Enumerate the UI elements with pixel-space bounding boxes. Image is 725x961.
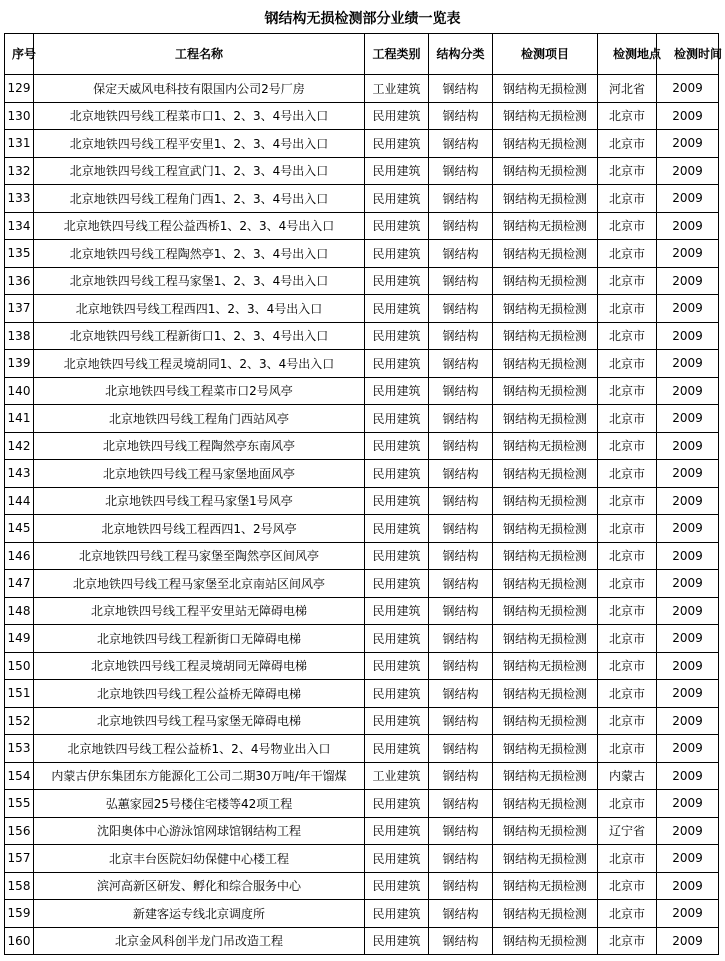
cell-item: 钢结构无损检测	[493, 570, 598, 598]
cell-structure: 钢结构	[429, 102, 493, 130]
cell-item: 钢结构无损检测	[493, 212, 598, 240]
cell-year: 2009	[657, 377, 719, 405]
cell-place: 北京市	[598, 487, 657, 515]
cell-category: 民用建筑	[365, 102, 429, 130]
table-row	[5, 240, 719, 268]
cell-category: 民用建筑	[365, 927, 429, 955]
cell-item: 钢结构无损检测	[493, 185, 598, 213]
cell-category: 民用建筑	[365, 350, 429, 378]
cell-place: 北京市	[598, 102, 657, 130]
cell-structure: 钢结构	[429, 75, 493, 103]
header-name: 工程名称	[34, 34, 365, 75]
cell-name: 北京地铁四号线工程公益桥无障碍电梯	[34, 680, 365, 708]
cell-seq: 132	[5, 157, 34, 185]
cell-name: 北京地铁四号线工程角门西站风亭	[34, 405, 365, 433]
cell-year: 2009	[657, 680, 719, 708]
cell-name: 北京地铁四号线工程马家堡地面风亭	[34, 460, 365, 488]
cell-category: 民用建筑	[365, 185, 429, 213]
cell-seq: 140	[5, 377, 34, 405]
cell-seq: 160	[5, 927, 34, 955]
table-row	[5, 570, 719, 598]
cell-name: 北京地铁四号线工程菜市口2号风亭	[34, 377, 365, 405]
cell-category: 民用建筑	[365, 680, 429, 708]
cell-year: 2009	[657, 845, 719, 873]
cell-seq: 136	[5, 267, 34, 295]
cell-category: 民用建筑	[365, 432, 429, 460]
cell-name: 北京地铁四号线工程马家堡1号风亭	[34, 487, 365, 515]
cell-seq: 147	[5, 570, 34, 598]
cell-structure: 钢结构	[429, 185, 493, 213]
cell-year: 2009	[657, 625, 719, 653]
cell-category: 民用建筑	[365, 542, 429, 570]
cell-year: 2009	[657, 102, 719, 130]
cell-seq: 151	[5, 680, 34, 708]
cell-place: 北京市	[598, 927, 657, 955]
cell-year: 2009	[657, 157, 719, 185]
cell-category: 民用建筑	[365, 515, 429, 543]
cell-year: 2009	[657, 652, 719, 680]
cell-place: 北京市	[598, 515, 657, 543]
cell-item: 钢结构无损检测	[493, 680, 598, 708]
cell-seq: 141	[5, 405, 34, 433]
cell-item: 钢结构无损检测	[493, 707, 598, 735]
table-row	[5, 652, 719, 680]
cell-name: 内蒙古伊东集团东方能源化工公司二期30万吨/年干馏煤	[34, 762, 365, 790]
cell-year: 2009	[657, 515, 719, 543]
cell-name: 北京地铁四号线工程马家堡1、2、3、4号出入口	[34, 267, 365, 295]
cell-place: 北京市	[598, 267, 657, 295]
cell-seq: 137	[5, 295, 34, 323]
cell-structure: 钢结构	[429, 680, 493, 708]
cell-name: 北京地铁四号线工程公益桥1、2、4号物业出入口	[34, 735, 365, 763]
cell-structure: 钢结构	[429, 790, 493, 818]
cell-seq: 143	[5, 460, 34, 488]
cell-structure: 钢结构	[429, 432, 493, 460]
cell-structure: 钢结构	[429, 487, 493, 515]
cell-seq: 150	[5, 652, 34, 680]
cell-seq: 158	[5, 872, 34, 900]
cell-category: 民用建筑	[365, 405, 429, 433]
cell-structure: 钢结构	[429, 212, 493, 240]
header-structure: 结构分类	[429, 34, 493, 75]
cell-year: 2009	[657, 927, 719, 955]
cell-structure: 钢结构	[429, 707, 493, 735]
table-row	[5, 212, 719, 240]
cell-structure: 钢结构	[429, 377, 493, 405]
cell-year: 2009	[657, 762, 719, 790]
table-row	[5, 680, 719, 708]
table-row	[5, 75, 719, 103]
cell-category: 民用建筑	[365, 212, 429, 240]
cell-place: 北京市	[598, 185, 657, 213]
cell-name: 保定天威风电科技有限国内公司2号厂房	[34, 75, 365, 103]
cell-item: 钢结构无损检测	[493, 75, 598, 103]
table-row	[5, 735, 719, 763]
cell-name: 北京地铁四号线工程马家堡至陶然亭区间风亭	[34, 542, 365, 570]
cell-seq: 130	[5, 102, 34, 130]
table-row	[5, 487, 719, 515]
table-row	[5, 900, 719, 928]
performance-table	[4, 33, 723, 955]
header-item: 检测项目	[493, 34, 598, 75]
cell-year: 2009	[657, 240, 719, 268]
cell-item: 钢结构无损检测	[493, 322, 598, 350]
cell-structure: 钢结构	[429, 625, 493, 653]
header-place: 检测地点	[598, 34, 657, 75]
cell-structure: 钢结构	[429, 350, 493, 378]
cell-name: 北京地铁四号线工程新街口1、2、3、4号出入口	[34, 322, 365, 350]
cell-year: 2009	[657, 322, 719, 350]
cell-year: 2009	[657, 900, 719, 928]
table-row	[5, 845, 719, 873]
table-row	[5, 872, 719, 900]
cell-name: 新建客运专线北京调度所	[34, 900, 365, 928]
cell-structure: 钢结构	[429, 597, 493, 625]
cell-category: 民用建筑	[365, 790, 429, 818]
cell-seq: 139	[5, 350, 34, 378]
table-row	[5, 322, 719, 350]
cell-category: 民用建筑	[365, 267, 429, 295]
cell-place: 辽宁省	[598, 817, 657, 845]
cell-place: 北京市	[598, 872, 657, 900]
cell-category: 民用建筑	[365, 845, 429, 873]
cell-structure: 钢结构	[429, 130, 493, 158]
cell-item: 钢结构无损检测	[493, 405, 598, 433]
cell-seq: 138	[5, 322, 34, 350]
cell-place: 北京市	[598, 735, 657, 763]
cell-item: 钢结构无损检测	[493, 762, 598, 790]
cell-structure: 钢结构	[429, 845, 493, 873]
cell-name: 弘蕙家园25号楼住宅楼等42项工程	[34, 790, 365, 818]
cell-year: 2009	[657, 460, 719, 488]
cell-structure: 钢结构	[429, 322, 493, 350]
cell-category: 民用建筑	[365, 625, 429, 653]
cell-name: 沈阳奥体中心游泳馆网球馆钢结构工程	[34, 817, 365, 845]
cell-name: 北京丰台医院妇幼保健中心楼工程	[34, 845, 365, 873]
cell-year: 2009	[657, 817, 719, 845]
cell-place: 北京市	[598, 707, 657, 735]
cell-seq: 154	[5, 762, 34, 790]
cell-year: 2009	[657, 432, 719, 460]
cell-name: 北京地铁四号线工程西四1、2号风亭	[34, 515, 365, 543]
cell-place: 北京市	[598, 405, 657, 433]
cell-item: 钢结构无损检测	[493, 267, 598, 295]
cell-seq: 153	[5, 735, 34, 763]
cell-place: 北京市	[598, 322, 657, 350]
cell-item: 钢结构无损检测	[493, 625, 598, 653]
cell-name: 北京地铁四号线工程公益西桥1、2、3、4号出入口	[34, 212, 365, 240]
cell-structure: 钢结构	[429, 460, 493, 488]
cell-seq: 152	[5, 707, 34, 735]
cell-place: 北京市	[598, 460, 657, 488]
cell-seq: 144	[5, 487, 34, 515]
cell-place: 北京市	[598, 652, 657, 680]
cell-seq: 134	[5, 212, 34, 240]
cell-place: 北京市	[598, 597, 657, 625]
cell-name: 北京地铁四号线工程平安里站无障碍电梯	[34, 597, 365, 625]
cell-item: 钢结构无损检测	[493, 900, 598, 928]
cell-place: 北京市	[598, 542, 657, 570]
table-row	[5, 130, 719, 158]
cell-item: 钢结构无损检测	[493, 460, 598, 488]
cell-structure: 钢结构	[429, 542, 493, 570]
cell-seq: 135	[5, 240, 34, 268]
cell-item: 钢结构无损检测	[493, 295, 598, 323]
cell-place: 北京市	[598, 212, 657, 240]
table-row	[5, 157, 719, 185]
table-row	[5, 625, 719, 653]
cell-seq: 146	[5, 542, 34, 570]
cell-year: 2009	[657, 130, 719, 158]
cell-name: 北京地铁四号线工程平安里1、2、3、4号出入口	[34, 130, 365, 158]
table-body	[5, 75, 719, 955]
header-time: 检测时间	[657, 34, 719, 75]
cell-place: 北京市	[598, 570, 657, 598]
cell-name: 北京地铁四号线工程新街口无障碍电梯	[34, 625, 365, 653]
cell-item: 钢结构无损检测	[493, 790, 598, 818]
table-row	[5, 817, 719, 845]
cell-item: 钢结构无损检测	[493, 487, 598, 515]
cell-item: 钢结构无损检测	[493, 735, 598, 763]
cell-place: 北京市	[598, 157, 657, 185]
cell-seq: 145	[5, 515, 34, 543]
cell-name: 北京金风科创半龙门吊改造工程	[34, 927, 365, 955]
cell-category: 民用建筑	[365, 157, 429, 185]
cell-name: 北京地铁四号线工程陶然亭东南风亭	[34, 432, 365, 460]
cell-year: 2009	[657, 872, 719, 900]
cell-category: 民用建筑	[365, 460, 429, 488]
cell-structure: 钢结构	[429, 240, 493, 268]
cell-item: 钢结构无损检测	[493, 240, 598, 268]
cell-seq: 131	[5, 130, 34, 158]
cell-item: 钢结构无损检测	[493, 377, 598, 405]
cell-category: 民用建筑	[365, 735, 429, 763]
cell-year: 2009	[657, 185, 719, 213]
table-row	[5, 185, 719, 213]
cell-seq: 149	[5, 625, 34, 653]
cell-structure: 钢结构	[429, 570, 493, 598]
cell-place: 北京市	[598, 680, 657, 708]
cell-category: 民用建筑	[365, 652, 429, 680]
table-row	[5, 405, 719, 433]
cell-year: 2009	[657, 707, 719, 735]
cell-item: 钢结构无损检测	[493, 845, 598, 873]
cell-place: 北京市	[598, 377, 657, 405]
cell-place: 河北省	[598, 75, 657, 103]
cell-year: 2009	[657, 75, 719, 103]
cell-place: 北京市	[598, 625, 657, 653]
cell-category: 民用建筑	[365, 322, 429, 350]
cell-item: 钢结构无损检测	[493, 432, 598, 460]
cell-name: 北京地铁四号线工程西四1、2、3、4号出入口	[34, 295, 365, 323]
cell-year: 2009	[657, 487, 719, 515]
cell-structure: 钢结构	[429, 927, 493, 955]
cell-name: 北京地铁四号线工程马家堡无障碍电梯	[34, 707, 365, 735]
cell-year: 2009	[657, 267, 719, 295]
cell-place: 北京市	[598, 900, 657, 928]
cell-item: 钢结构无损检测	[493, 515, 598, 543]
cell-structure: 钢结构	[429, 405, 493, 433]
cell-category: 民用建筑	[365, 707, 429, 735]
cell-year: 2009	[657, 405, 719, 433]
cell-structure: 钢结构	[429, 762, 493, 790]
cell-seq: 157	[5, 845, 34, 873]
table-row	[5, 377, 719, 405]
cell-category: 民用建筑	[365, 240, 429, 268]
cell-year: 2009	[657, 735, 719, 763]
cell-seq: 156	[5, 817, 34, 845]
table-row	[5, 707, 719, 735]
cell-seq: 159	[5, 900, 34, 928]
cell-place: 北京市	[598, 295, 657, 323]
cell-item: 钢结构无损检测	[493, 350, 598, 378]
cell-category: 民用建筑	[365, 817, 429, 845]
header-row	[5, 34, 719, 75]
cell-name: 北京地铁四号线工程灵境胡同1、2、3、4号出入口	[34, 350, 365, 378]
cell-category: 民用建筑	[365, 130, 429, 158]
cell-name: 北京地铁四号线工程灵境胡同无障碍电梯	[34, 652, 365, 680]
cell-category: 民用建筑	[365, 900, 429, 928]
cell-item: 钢结构无损检测	[493, 872, 598, 900]
cell-category: 民用建筑	[365, 487, 429, 515]
cell-structure: 钢结构	[429, 817, 493, 845]
header-seq: 序号	[5, 34, 34, 75]
cell-seq: 155	[5, 790, 34, 818]
cell-seq: 133	[5, 185, 34, 213]
cell-year: 2009	[657, 597, 719, 625]
table-row	[5, 460, 719, 488]
cell-structure: 钢结构	[429, 652, 493, 680]
table-row	[5, 790, 719, 818]
table-row	[5, 597, 719, 625]
cell-place: 北京市	[598, 790, 657, 818]
cell-category: 工业建筑	[365, 75, 429, 103]
cell-place: 北京市	[598, 350, 657, 378]
cell-name: 北京地铁四号线工程宣武门1、2、3、4号出入口	[34, 157, 365, 185]
table-row	[5, 927, 719, 955]
cell-name: 北京地铁四号线工程马家堡至北京南站区间风亭	[34, 570, 365, 598]
cell-name: 北京地铁四号线工程菜市口1、2、3、4号出入口	[34, 102, 365, 130]
header-category: 工程类别	[365, 34, 429, 75]
cell-item: 钢结构无损检测	[493, 157, 598, 185]
cell-name: 北京地铁四号线工程陶然亭1、2、3、4号出入口	[34, 240, 365, 268]
cell-place: 北京市	[598, 240, 657, 268]
cell-seq: 129	[5, 75, 34, 103]
cell-item: 钢结构无损检测	[493, 597, 598, 625]
cell-name: 北京地铁四号线工程角门西1、2、3、4号出入口	[34, 185, 365, 213]
cell-name: 滨河高新区研发、孵化和综合服务中心	[34, 872, 365, 900]
cell-structure: 钢结构	[429, 735, 493, 763]
table-row	[5, 102, 719, 130]
cell-year: 2009	[657, 790, 719, 818]
cell-structure: 钢结构	[429, 872, 493, 900]
cell-structure: 钢结构	[429, 157, 493, 185]
table-row	[5, 762, 719, 790]
cell-year: 2009	[657, 295, 719, 323]
cell-category: 民用建筑	[365, 295, 429, 323]
cell-item: 钢结构无损检测	[493, 817, 598, 845]
cell-place: 北京市	[598, 130, 657, 158]
cell-item: 钢结构无损检测	[493, 927, 598, 955]
cell-category: 民用建筑	[365, 872, 429, 900]
cell-year: 2009	[657, 570, 719, 598]
cell-seq: 148	[5, 597, 34, 625]
cell-structure: 钢结构	[429, 900, 493, 928]
table-row	[5, 350, 719, 378]
cell-structure: 钢结构	[429, 295, 493, 323]
cell-category: 民用建筑	[365, 377, 429, 405]
cell-year: 2009	[657, 350, 719, 378]
table-row	[5, 267, 719, 295]
cell-seq: 142	[5, 432, 34, 460]
cell-category: 民用建筑	[365, 597, 429, 625]
cell-item: 钢结构无损检测	[493, 652, 598, 680]
cell-structure: 钢结构	[429, 515, 493, 543]
cell-structure: 钢结构	[429, 267, 493, 295]
cell-year: 2009	[657, 542, 719, 570]
cell-category: 民用建筑	[365, 570, 429, 598]
cell-item: 钢结构无损检测	[493, 130, 598, 158]
cell-item: 钢结构无损检测	[493, 542, 598, 570]
cell-year: 2009	[657, 212, 719, 240]
cell-place: 内蒙古	[598, 762, 657, 790]
table-row	[5, 542, 719, 570]
page-title: 钢结构无损检测部分业绩一览表	[264, 11, 461, 27]
cell-category: 工业建筑	[365, 762, 429, 790]
table-row	[5, 432, 719, 460]
cell-place: 北京市	[598, 845, 657, 873]
cell-place: 北京市	[598, 432, 657, 460]
table-row	[5, 515, 719, 543]
cell-item: 钢结构无损检测	[493, 102, 598, 130]
table-row	[5, 295, 719, 323]
